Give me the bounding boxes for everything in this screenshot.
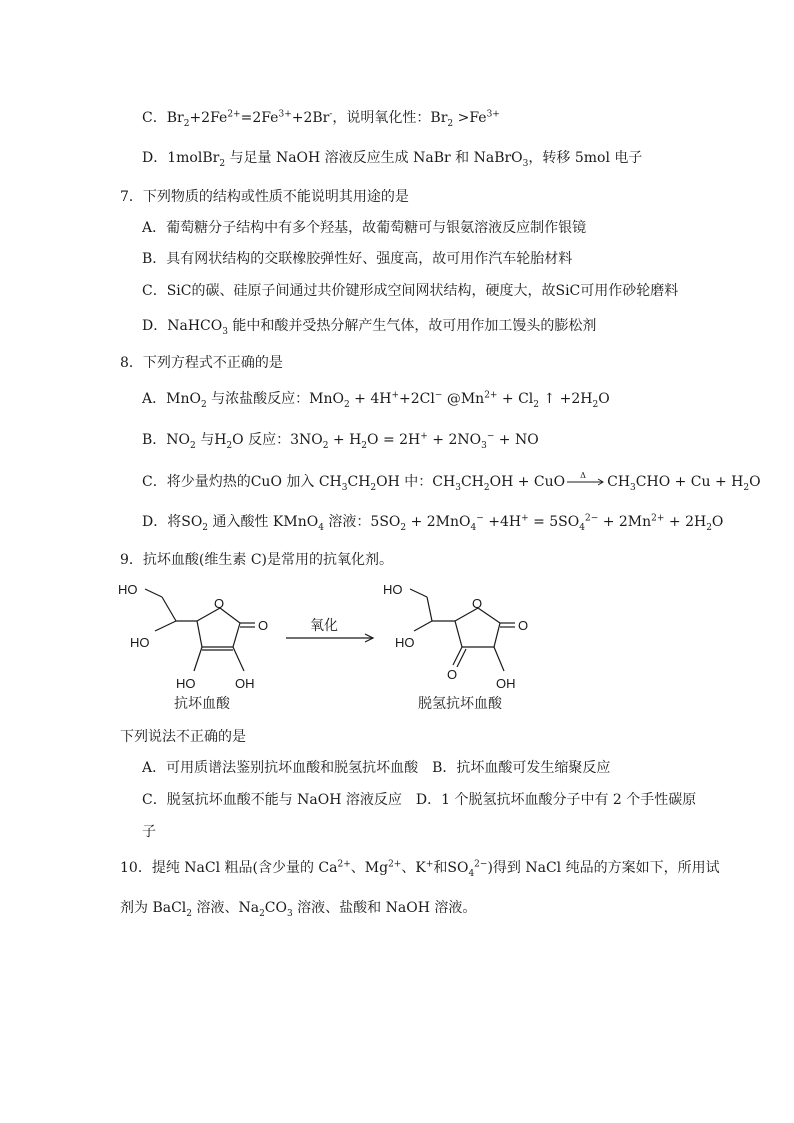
right-molecule-name: 脱氢抗坏血酸: [418, 696, 502, 712]
left-ho-bottom: HO: [176, 676, 196, 691]
q7-stem: 7．下列物质的结构或性质不能说明其用途的是: [120, 189, 409, 205]
right-ring-oxygen: O: [472, 596, 483, 611]
q10-stem-line2: 剂为 BaCl$_2$ 溶液、$Na_2CO_3$ 溶液、盐酸和 NaOH 溶液。: [120, 900, 477, 919]
right-oh-bottom: OH: [496, 676, 516, 691]
left-ho-mid: HO: [130, 635, 150, 650]
arrow-icon: [565, 475, 607, 489]
q8-option-d: D．将$SO_2$ 通入酸性 KMnO$_4$ 溶液：$5SO_2 + 2MnO_4^- +4H^+ = 5SO_4^{2-} + 2Mn^{2+} + 2H_2O$: [142, 513, 724, 533]
q9-prompt: 下列说法不正确的是: [120, 729, 246, 745]
q8-option-c: C．将少量灼热的CuO 加入 $CH_3CH_2OH$ 中：$CH_3CH_2OH$ + CuO Δ $CH_3CHO + Cu + H_2O$: [142, 472, 761, 492]
q7-option-b: B．具有网状结构的交联橡胶弹性好、强度高，故可用作汽车轮胎材料: [142, 251, 573, 267]
q6-option-c: C．$Br_2+2Fe^{2+}=2Fe^{3+}+2Br^-$，说明氧化性：$Br_2 >Fe^{3+}$: [142, 109, 500, 129]
q7-option-d: D．NaHCO$_3$ 能中和酸并受热分解产生气体，故可用作加工馒头的膨松剂: [142, 318, 597, 337]
dehydroascorbic-acid-structure: [410, 589, 515, 671]
q7-option-a: A．葡萄糖分子结构中有多个羟基，故葡萄糖可与银氨溶液反应制作银镜: [142, 220, 587, 236]
left-oh-bottom: OH: [235, 676, 255, 691]
right-carbonyl-oxygen: O: [518, 618, 529, 633]
q8-option-a: A．MnO$_2$ 与浓盐酸反应：MnO$_2$ + 4H++2Cl− $@Mn^{2+} + Cl_2$ ↑ $+2H_2O$: [142, 390, 610, 410]
q8-option-b: B．$NO_2$ 与$H_2O$ 反应：$3NO_2 + H_2O = 2H^+ + 2NO_3^-$ + NO: [142, 431, 539, 451]
q9-options-ab: A．可用质谱法鉴别抗坏血酸和脱氢抗坏血酸 B．抗坏血酸可发生缩聚反应: [142, 760, 611, 776]
heat-arrow-label: Δ: [580, 471, 586, 480]
left-carbonyl-oxygen: O: [258, 618, 269, 633]
heat-arrow: [565, 471, 607, 489]
reaction-arrow-label: 氧化: [310, 618, 338, 634]
q9-stem: 9．抗坏血酸(维生素 C)是常用的抗氧化剂。: [120, 552, 393, 568]
q10-stem-line1: 10．提纯 NaCl 粗品(含少量的 $Ca^{2+}$、$Mg^{2+}$、K+和$SO_4^{2-}$)得到 NaCl 纯品的方案如下，所用试: [120, 859, 720, 879]
q7-option-c: C．SiC的碳、硅原子间通过共价键形成空间网状结构，硬度大，故SiC可用作砂轮磨料: [142, 283, 679, 299]
reaction-arrow-icon: [286, 634, 373, 642]
q9-options-cd: C．脱氢抗坏血酸不能与 NaOH 溶液反应 D．1 个脱氢抗坏血酸分子中有 2 个手性碳原: [142, 792, 697, 808]
q8-stem: 8．下列方程式不正确的是: [120, 355, 283, 371]
q6-option-d: D．1molBr$_2$ 与足量 NaOH 溶液反应生成 NaBr 和 NaBrO$_3$，转移 5mol 电子: [142, 150, 643, 169]
left-ho-top: HO: [118, 582, 138, 597]
ascorbic-acid-oxidation-diagram: [110, 575, 590, 720]
right-ho-top: HO: [383, 582, 403, 597]
right-ketone-oxygen: O: [447, 667, 458, 682]
left-ring-oxygen: O: [214, 596, 225, 611]
ascorbic-acid-structure: [145, 589, 255, 671]
left-molecule-name: 抗坏血酸: [174, 696, 230, 712]
q9-options-cd-wrap: 子: [142, 824, 156, 840]
right-ho-mid: HO: [395, 635, 415, 650]
